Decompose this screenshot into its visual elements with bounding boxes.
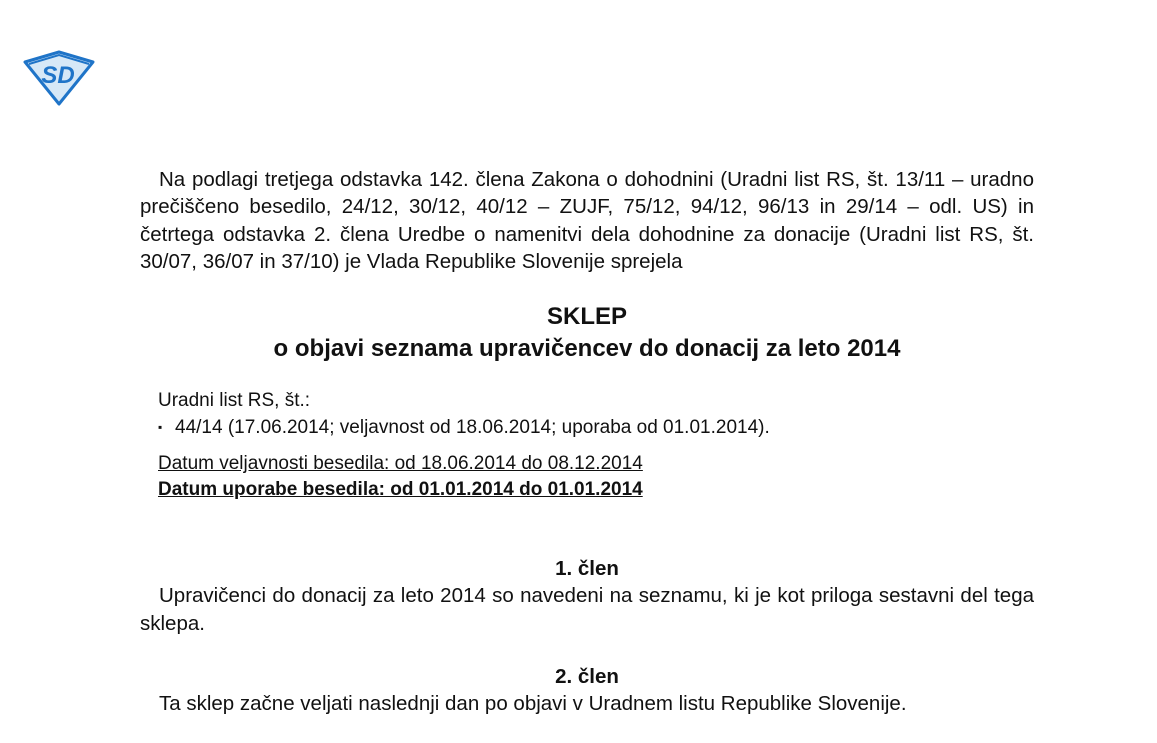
validity-dates [158, 451, 1034, 503]
document-subtitle: o objavi seznama upravičencev do donacij za leto 2014 [273, 335, 901, 363]
article-1-text: Upravičenci do donacij za leto 2014 so navedeni na seznamu, ki je kot priloga sestavni del tega sklepa. [140, 584, 1034, 635]
sd-logo-icon [22, 50, 96, 106]
document-title: SKLEP [546, 303, 627, 331]
article-1-heading: 1. člen [555, 557, 619, 581]
logo-letters: SD [41, 62, 75, 89]
gazette-entry: 44/14 (17.06.2014; veljavnost od 18.06.2014; uporaba od 01.01.2014). [175, 417, 770, 439]
bullet-icon: ▪ [158, 420, 163, 435]
gazette-entry-row [158, 414, 1034, 441]
gazette-reference [158, 388, 1034, 441]
gazette-label: Uradni list RS, št.: [158, 390, 311, 412]
intro-paragraph: Na podlagi tretjega odstavka 142. člena Zakona o dohodnini (Uradni list RS, št. 13/11 – uradno prečiščeno besedilo, 24/12, 30/12, 40/12 – ZUJF, 75/12, 94/12, 96/13 in 29/14 – odl. US) in četrtega odstavka 2. člena Uredbe o namenitvi dela dohodnine za donacije (Uradni list RS, št. 30/07, 36/07 in 37/10) je Vlada Republike Slovenije sprejela [140, 168, 1034, 273]
document-body [140, 166, 1034, 718]
use-date-line: Datum uporabe besedila: od 01.01.2014 do 01.01.2014 [158, 479, 643, 501]
title-block [140, 301, 1034, 365]
validity-date-line: Datum veljavnosti besedila: od 18.06.2014 do 08.12.2014 [158, 453, 643, 475]
article-2-heading: 2. člen [555, 665, 619, 689]
article-2-text: Ta sklep začne veljati naslednji dan po objavi v Uradnem listu Republike Slovenije. [159, 692, 907, 716]
